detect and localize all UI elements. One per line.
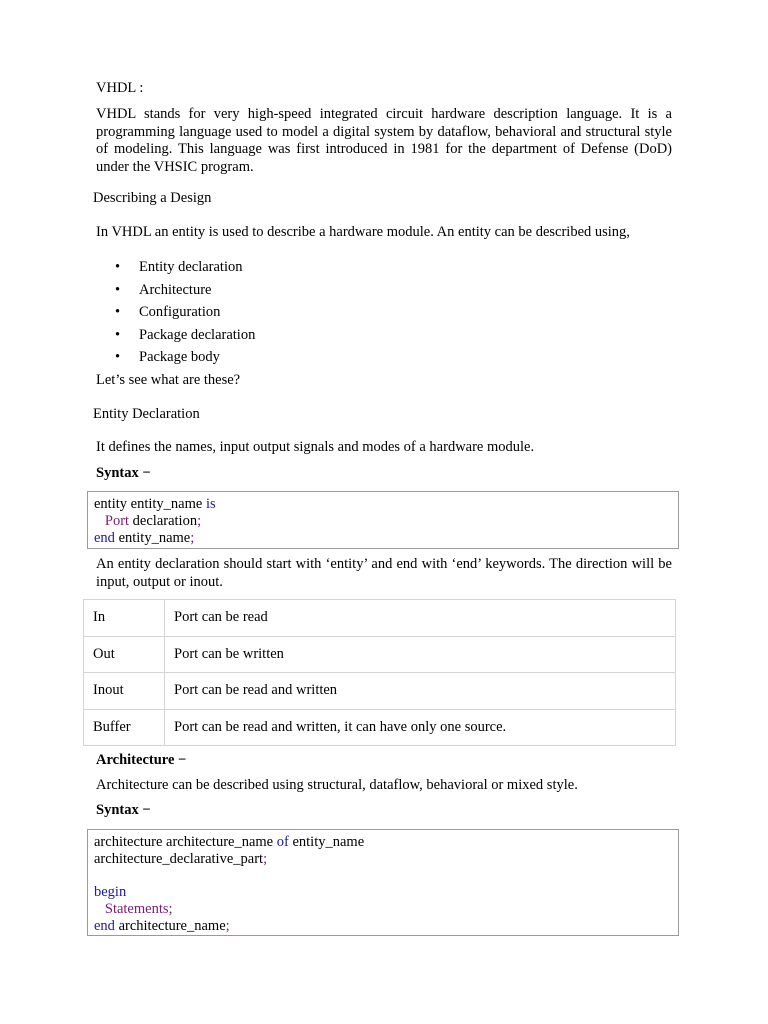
description-cell: Port can be read and written, it can have only one source. [165, 709, 676, 746]
list-item: • Architecture [96, 279, 255, 302]
section-heading-architecture: Architecture − [96, 752, 187, 768]
code-line [94, 884, 672, 901]
architecture-text: Architecture can be described using structural, dataflow, behavioral or mixed style. [96, 777, 578, 793]
mode-cell: In [84, 600, 165, 637]
code-line: end architecture_name; [94, 917, 230, 934]
architecture-syntax-code-block [87, 829, 679, 936]
keyword: end [94, 529, 115, 546]
description-cell: Port can be read and written [165, 673, 676, 710]
entity-definition-text: It defines the names, input output signals and modes of a hardware module. [96, 439, 535, 455]
mode-cell: Buffer [84, 709, 165, 746]
code-line [94, 901, 672, 918]
describing-text: In VHDL an entity is used to describe a hardware module. An entity can be described using, [96, 224, 630, 240]
bullet-icon: • [115, 304, 121, 321]
description-cell: Port can be read [165, 600, 676, 637]
table-row [84, 673, 676, 710]
keyword: Statements; [104, 901, 173, 918]
keyword: is [205, 496, 216, 512]
code-line: architecture architecture_name of entity_name [94, 834, 365, 850]
bullet-icon: • [115, 326, 121, 343]
keyword: end [94, 917, 115, 934]
entity-parts-list [96, 256, 255, 369]
mode-cell: Inout [84, 673, 165, 710]
intro-paragraph: VHDL stands for very high-speed integrated circuit hardware description language. It is a programming language used to model a digital system by dataflow, behavioral and structural style of modeling. This language was first introduced in 1981 for the department of Defense (DoD) under the VHSIC program. [96, 106, 672, 175]
bullet-icon: • [115, 281, 121, 298]
bullet-icon: • [115, 349, 121, 366]
list-item: • Configuration [96, 301, 255, 324]
syntax-label: Syntax − [96, 802, 151, 818]
code-line: entity entity_name is [94, 496, 216, 512]
list-item: • Entity declaration [96, 256, 255, 279]
code-line: architecture_declarative_part; [94, 850, 268, 867]
list-item: • Package body [96, 346, 255, 369]
list-item: • Package declaration [96, 324, 255, 347]
section-heading-describing: Describing a Design [93, 190, 212, 206]
syntax-label: Syntax − [96, 465, 151, 481]
lets-see-text: Let’s see what are these? [96, 372, 241, 388]
description-cell: Port can be written [165, 636, 676, 673]
code-line: end entity_name; [94, 529, 195, 546]
keyword: begin [94, 884, 127, 901]
bullet-icon: • [115, 259, 121, 275]
section-heading-entity: Entity Declaration [93, 406, 200, 422]
code-line-blank [94, 868, 672, 885]
entity-syntax-code-block [87, 491, 679, 549]
keyword: Port [104, 512, 130, 529]
table-row [84, 600, 676, 637]
code-line: Port declaration; [104, 512, 202, 529]
table-row [84, 709, 676, 746]
keyword: of [276, 834, 289, 850]
table-row [84, 636, 676, 673]
heading-vhdl: VHDL : [96, 80, 144, 96]
entity-note-paragraph: An entity declaration should start with ‘entity’ and end with ‘end’ keywords. The direction will be input, output or inout. [96, 556, 672, 590]
port-modes-table [83, 599, 676, 746]
mode-cell: Out [84, 636, 165, 673]
